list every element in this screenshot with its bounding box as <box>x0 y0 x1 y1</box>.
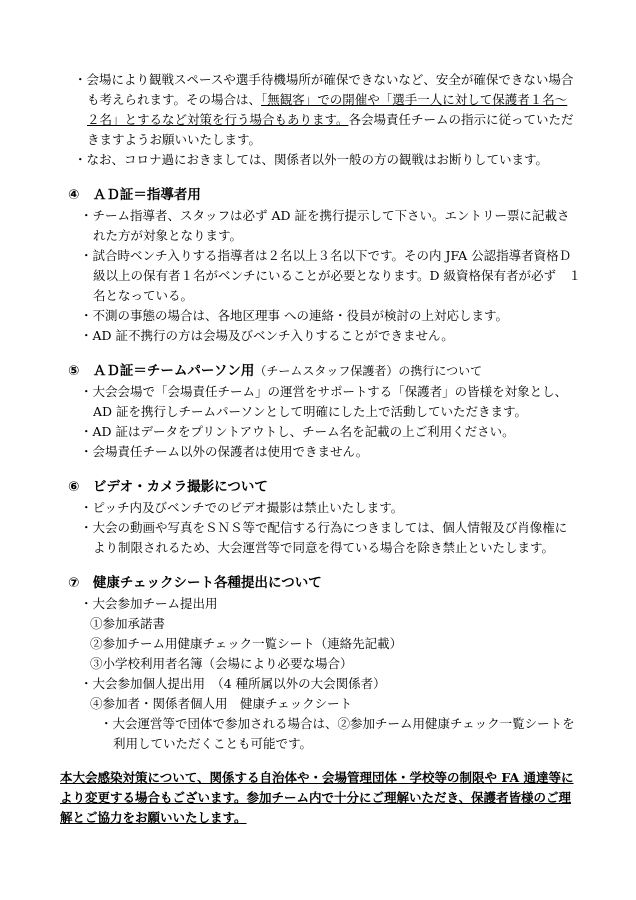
section-heading-sub: （チームスタッフ保護者）の携行について <box>254 364 483 378</box>
section-heading: ⑥ ビデオ・カメラ撮影について <box>68 479 268 495</box>
final-notice <box>60 768 574 828</box>
sub-list-item-cont: 利用していただくことも可能です。 <box>113 736 313 751</box>
intro-bullet-2: ・なお、コロナ過におきましては、関係者以外一般の方の観戦はお断りしています。 <box>74 152 549 167</box>
intro-section <box>74 70 574 170</box>
list-item: ・大会参加個人提出用 （4 種所属以外の大会関係者） <box>80 676 386 691</box>
intro-text: も考えられます。その場合は、 <box>87 92 262 107</box>
list-item: ・AD 証はデータをプリントアウトし、チーム名を記載の上ご利用ください。 <box>80 424 515 439</box>
numbered-item: ③小学校利用者名簿（会場により必要な場合） <box>90 656 353 671</box>
numbered-item: ④参加者・関係者個人用 健康チェックシート <box>90 696 353 711</box>
intro-underlined-text: 「無観客」での開催や「選手一人に対して保護者１名～ <box>261 92 568 107</box>
list-item-cont: れた方が対象となります。 <box>93 228 243 243</box>
intro-bullet-1-line-1: ・会場により観戦スペースや選手待機場所が確保できないなど、安全が確保できない場合 <box>74 72 574 87</box>
list-item: ・試合時ベンチ入りする指導者は２名以上３名以下です。その内 JFA 公認指導者資格Ｄ <box>80 248 572 263</box>
intro-bullet-1-line-3 <box>74 110 574 130</box>
intro-bullet-1-line-4: きますようお願いいたします。 <box>87 132 262 147</box>
list-item: ・会場責任チーム以外の保護者は使用できません。 <box>80 444 369 459</box>
intro-text: 各会場責任チームの指示に従っていただ <box>348 112 574 127</box>
section-video-camera <box>68 476 574 558</box>
list-item: ・大会の動画や写真をＳＮＳ等で配信する行為につきましては、個人情報及び肖像権に <box>80 520 568 535</box>
section-health-check <box>68 572 575 754</box>
section-ad-team-person <box>68 360 574 462</box>
list-item: ・チーム指導者、スタッフは必ず AD 証を携行提示して下さい。エントリー票に記載さ <box>80 208 570 223</box>
list-item: ・ピッチ内及びベンチでのビデオ撮影は禁止いたします。 <box>80 500 404 515</box>
section-heading <box>68 360 574 382</box>
list-item: ・大会参加チーム提出用 <box>80 596 218 611</box>
list-item-cont: より制限されるため、大会運営等で同意を得ている場合を除き禁止といたします。 <box>93 540 555 555</box>
numbered-item: ①参加承諾書 <box>90 616 166 631</box>
sub-list-item: ・大会運営等で団体で参加される場合は、②参加チーム用健康チェック一覧シートを <box>100 716 575 731</box>
numbered-item: ②参加チーム用健康チェック一覧シート（連絡先記載） <box>90 636 403 651</box>
list-item: ・不測の事態の場合は、各地区理事 への連絡・役員が検討の上対応します。 <box>80 308 508 323</box>
section-heading-main: ⑤ ＡＤ証＝チームパーソン用 <box>68 363 255 379</box>
document-page <box>60 70 581 828</box>
intro-underlined-text: ２名」とするなど対策を行う場合もあります。 <box>87 112 349 127</box>
intro-bullet-1-line-2 <box>74 90 574 110</box>
list-item-cont: 名となっている。 <box>93 288 194 303</box>
section-heading: ④ ＡＤ証＝指導者用 <box>68 187 201 203</box>
list-item-cont: AD 証を携行しチームパーソンとして明確にした上で活動していただきます。 <box>93 404 528 419</box>
list-item-cont: 級以上の保有者１名がベンチにいることが必要となります。D 級資格保有者が必ず １ <box>93 268 581 283</box>
list-item: ・AD 証不携行の方は会場及びベンチ入りすることができません。 <box>80 328 454 343</box>
section-heading: ⑦ 健康チェックシート各種提出について <box>68 575 322 591</box>
final-notice-line: より変更する場合もございます。参加チーム内で十分にご理解いただき、保護者皆様のご理 <box>60 790 572 805</box>
list-item: ・大会会場で「会場責任チーム」の運営をサポートする「保護者」の皆様を対象とし、 <box>80 384 568 399</box>
final-notice-line: 本大会感染対策について、関係する自治体や・会場管理団体・学校等の制限や FA 通達等に <box>60 770 574 785</box>
section-ad-coach <box>68 184 581 346</box>
final-notice-line: 解とご協力をお願いいたします。 <box>60 810 247 825</box>
